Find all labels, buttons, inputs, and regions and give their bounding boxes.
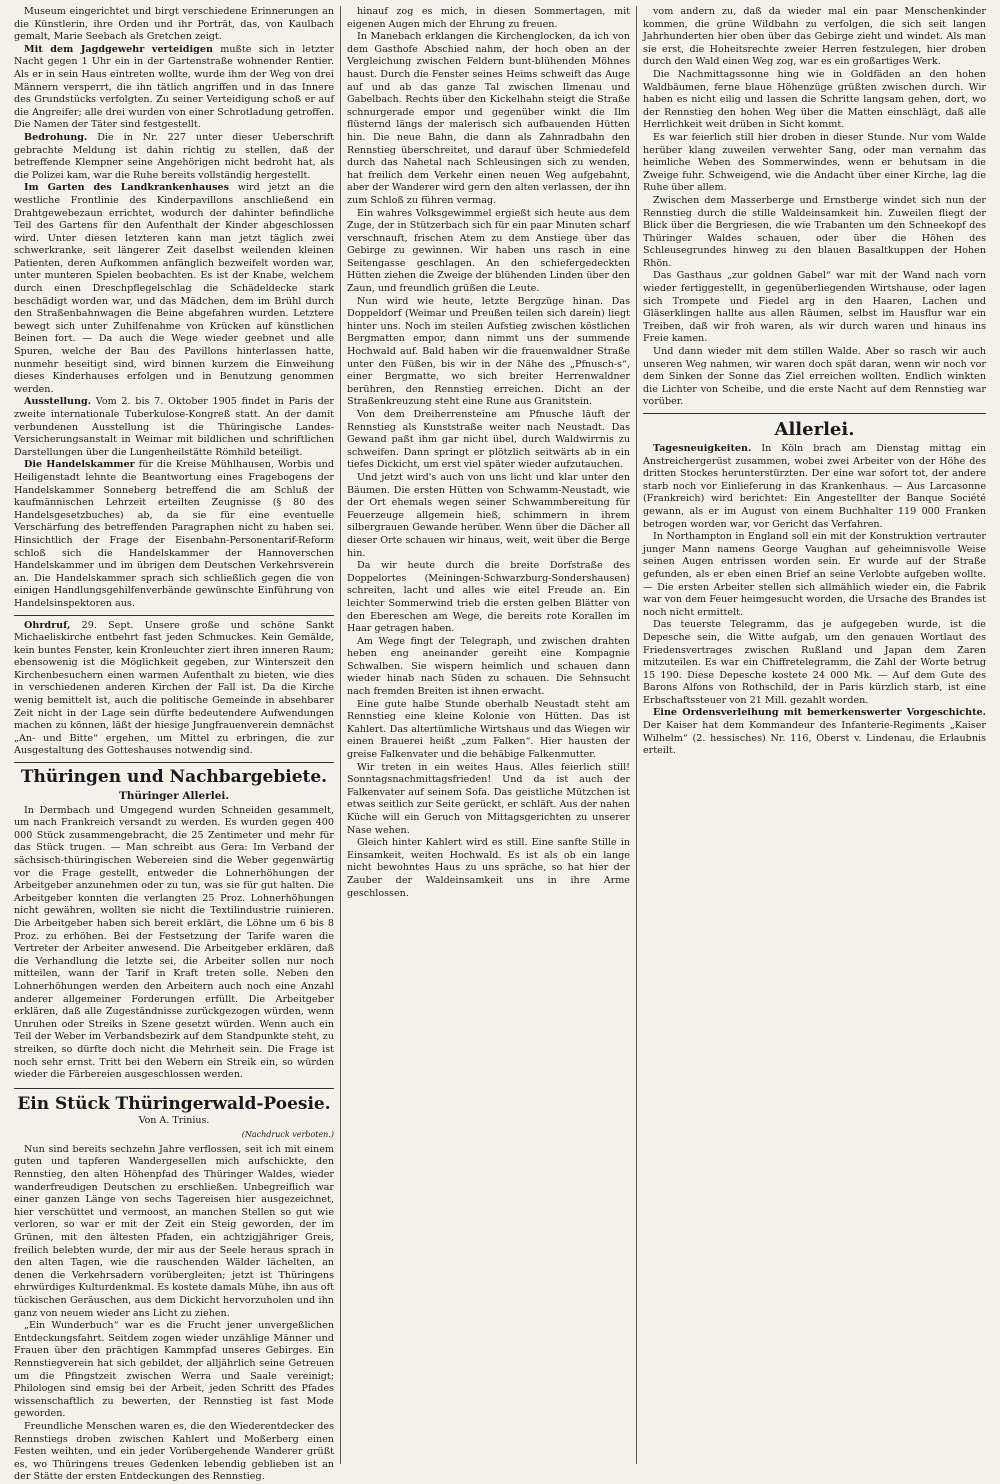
news-keyword: Eine Ordensverleihung mit bemerkenswerter Vorgeschichte. — [653, 707, 986, 719]
news-item — [14, 132, 334, 182]
section-heading: Allerlei. — [643, 413, 986, 441]
news-keyword: Ohrdruf, — [24, 619, 71, 631]
paragraph: Nun wird wie heute, letzte Bergzüge hinan. Das Doppeldorf (Weimar und Preußen teilen sich darein) liegt hinter uns. Noch im steilen Aufstieg zwischen köstlichen Bergmatten empor, dann nimmt uns der summende Hochwald auf. Bald haben wir die frauenwaldner Straße unter den Füßen, bis wir in der Nähe des „Pfnusch-s“, einer Bergmatte, wo sich breiter Herrenwaldner berühren, den Rennstieg erreichen. Dicht an der Straßenkreuzung steht eine Rune aus Granitstein. — [347, 295, 630, 408]
section-heading: Thüringen und Nachbargebiete. — [14, 762, 334, 787]
paragraph: Das Gasthaus „zur goldnen Gabel“ war mit der Wand nach vorn wieder fertiggestellt, in gegenüberliegenden Wirtshause, oder lagen sich Trompete und Fiedel arg in den Haaren, Lachen und Gläserklingen hallte aus allen Räumen, selbst im Hausflur war ein Treiben, daß wir froh waren, als wir durch waren und hinaus ins Freie kamen. — [643, 270, 986, 345]
paragraph: Museum eingerichtet und birgt verschiedene Erinnerungen an die Künstlerin, ihre Orden und ihr Porträt, das, von Kaulbach gemalt, Marie Seebach als Gretchen zeigt. — [14, 6, 334, 43]
news-keyword: Bedrohung. — [24, 131, 88, 143]
paragraph: Gleich hinter Kahlert wird es still. Eine sanfte Stille in Einsamkeit, weiten Hochwald. Es ist als ob ein lange nicht bewohntes Haus zu uns spräche, so hat hier der Zauber der Waldeinsamkeit uns in ihre Arme geschlossen. — [347, 837, 630, 899]
paragraph: Die Nachmittagssonne hing wie in Goldfäden an den hohen Waldbäumen, ferne blaue Höhenzüge grüßten zwischen durch. Wir haben es nicht eilig und lassen die Schritte langsam gehen, dort, wo der Rennstieg den hohen Weg über die Matten einschlägt, daß alle Herrlichkeit weit drüben in Sicht kommt. — [643, 68, 986, 131]
paragraph: In Northampton in England soll ein mit der Konstruktion vertrauter junger Mann namens George Vaughan auf geheimnisvolle Weise seinen Augen entrissen worden sein. Er wurde auf der Straße gefunden, als er eben einen Brief an seine Verlobte aufgeben wollte. — Die ersten Arbeiter stellen sich allmählich wieder ein, die Fabrik war von dem Feuer heimgesucht worden, die Ursache des Brandes ist noch nicht ermittelt. — [643, 531, 986, 618]
paragraph: Eine gute halbe Stunde oberhalb Neustadt steht am Rennstieg eine kleine Kolonie von Hütten. Das ist Kahlert. Das altertümliche Wirtshaus und das Wiegen wir einen Brauerei heißt „zum Falken“. Hier hausten der greise Falkenvater und die behäbige Falkenmutter. — [347, 698, 630, 761]
paragraph: Es war feierlich still hier droben in dieser Stunde. Nur vom Walde herüber klang zuweilen verwehter Sang, oder man vernahm das heimliche Weben des Sommerwindes, wenn er behutsam in die Zweige fuhr. Schweigend, wie die Andacht über einer Kirche, lag die Ruhe über allem. — [643, 131, 986, 194]
paragraph: Ein wahres Volksgewimmel ergießt sich heute aus dem Zuge, der in Stützerbach sich für ein paar Minuten scharf verschnauft, frischen Atem zu dem Anstiege über das Gebirge zu gewinnen. Wir haben uns rasch in eine Seitengasse geschlagen. An den schiefergedeckten Hütten ziehen die Zweige der blühenden Linden über den Zaun, und freundlich grüßen die Leute. — [347, 207, 630, 295]
paragraph: vom andern zu, daß da wieder mal ein paar Menschenkinder kommen, die grüne Wildbahn zu verfolgen, die sich seit langen Jahrhunderten hier oben über das Gebirge zieht und windet. Als man sie erst, die Hoheitsrechte zweier Herren festzulegen, hier droben durch den Wald einen Weg zog, war es ein großartiges Werk. — [643, 6, 986, 68]
news-item — [14, 396, 334, 459]
news-keyword: Mit dem Jagdgewehr verteidigen — [24, 43, 213, 55]
paragraph: Von dem Dreiherrensteine am Pfnusche läuft der Rennstieg als Kunststraße weiter nach Neustadt. Das Gewand paßt ihm gar nicht übel, durch Waldwirrnis zu schweifen. Dann springt er plötzlich seitwärts ab in ein tiefes Dickicht, um erst viel später wieder aufzutauchen. — [347, 409, 630, 471]
column-3 — [636, 6, 992, 1464]
paragraph: Da wir heute durch die breite Dorfstraße des Doppelortes (Meiningen-Schwarzburg-Sondershausen) schreiten, lacht und alles wie eitel Freude an. Ein leichter Sommerwind trieb die ersten gelben Blätter von den Ebereschen am Wege, die bereits rote Korallen im Haar getragen haben. — [347, 560, 630, 635]
paragraph: Und jetzt wird's auch von uns licht und klar unter den Bäumen. Die ersten Hütten von Schwamm-Neustadt, wie der Ort ehemals wegen seiner Schwammbereitung für Feuerzeuge allgemein hieß, schimmern in ihrem silbergrauen Gewande herüber. Wenn über die Dächer all dieser Orte schauen wir hinaus, weit, weit über die Berge hin. — [347, 471, 630, 559]
divider — [14, 615, 334, 616]
news-item — [14, 459, 334, 610]
news-item — [643, 443, 986, 531]
news-keyword: Ausstellung. — [24, 396, 92, 408]
paragraph: Am Wege fingt der Telegraph, und zwischen drahten heben eng aneinander gereiht eine Kompagnie Schwalben. Sie wispern heimlich und schauen dann wieder hinab nach Süden zu schauen. Die Sehnsucht nach fremden Breiten ist ihnen erwacht. — [347, 635, 630, 698]
news-text: Der Kaiser hat dem Kommandeur des Infanterie-Regiments „Kaiser Wilhelm“ (2. hessisches) Nr. 116, Oberst v. Lindenau, die Erlaubnis erteilt. — [643, 720, 986, 757]
news-item — [14, 620, 334, 759]
article-byline: Von A. Trinius. — [138, 1114, 210, 1126]
news-text: für die Kreise Mühlhausen, Worbis und Heiligenstadt lehnte die Beantwortung eines Fragebogens der Handelskammer Sonneberg betreffend die am Schluß der kaufmännischen Lehrzeit erteilten Zeugnisse (§ 80 des Handelsgesetzbuches) ab, da sie für eine eventuelle Verschärfung des betreffenden Paragraphen nicht zu haben sei. Hinsichtlich der Frage der Eisenbahn-Personentarif-Reform schloß sich die Handelskammer der Hannoverschen Handelskammer und im übrigen dem Deutschen Verkehrsverein an. Die Handelskammer sprach sich schließlich gegen die von einigen Handlungsgehilfenverbände gewünschte Einführung von Handelsinspektoren aus. — [14, 459, 334, 609]
paragraph: Freundliche Menschen waren es, die den Wiederentdecker des Rennstiegs droben zwischen Kahlert und Moßerberg einen Festen weihten, und ein jeder Vorübergehende Wanderer grüßt es, wo Thüringens treues Gedenken lebendig geblieben ist an der Stätte der ersten Entdeckungen des Rennstieg. — [14, 1420, 334, 1483]
news-item — [643, 707, 986, 757]
news-keyword: Tagesneuigkeiten. — [653, 443, 752, 454]
column-1 — [8, 6, 340, 1483]
paragraph: Das teuerste Telegramm, das je aufgegeben wurde, ist die Depesche sein, die Witte aufgab, um den genauen Wortlaut des Friedensvertrages zwischen Rußland und Japan dem Zaren mitzuteilen. Es war ein Chiffretelegramm, die Zahl der Worte betrug 15 190. Diese Depesche kostete 24 000 Mk. — Auf dem Gute des Barons Alfons von Rothschild, der in Paris kürzlich starb, ist eine Erbschaftssteuer von 21 Mill. gezahlt worden. — [643, 619, 986, 706]
paragraph: Wir treten in ein weites Haus. Alles feierlich still! Sonntagsnachmittagsfrieden! Und da ist auch der Falkenvater auf seinem Sofa. Das geistliche Mützchen ist etwas seitlich zur Seite gerückt, er schläft. Aus der nahen Küche will ein Geruch von Mittagsgerichten zu unserer Nase wehen. — [347, 761, 630, 836]
paragraph: Und dann wieder mit dem stillen Walde. Aber so rasch wir auch unseren Weg nahmen, wir waren doch spät daran, wenn wir noch vor dem Sinken der Sonne das Ziel erreichen wollten. Endlich winkten die Lichter von Scheibe, und die erste Nacht auf dem Rennstieg war vorüber. — [643, 346, 986, 408]
news-text: Die in Nr. 227 unter dieser Ueberschrift gebrachte Meldung ist dahin richtig zu stellen, daß der betreffende Klempner seine Angehörigen nicht bedroht hat, als die Polizei kam, war die Ruhe bereits vollständig hergestellt. — [14, 131, 334, 181]
paragraph: In Manebach erklangen die Kirchenglocken, da ich von dem Gasthofe Abschied nahm, der hoch oben an der Vergleichung zwischen Feldern bunt-blühenden Möhnes haust. Durch die Fenster seines Heims schweift das Auge auf und ab das ganze Tal zwischen Ilmenau und Gabelbach. Rechts über den Kickelhahn steigt die Straße schnurgerade empor und gegenüber winkt die Ilm flüsternd längs der malerisch sich aufbauenden Hütten hin. Die neue Bahn, die dann als Zahnradbahn den Rennstieg überschreitet, und darauf über Schmiedefeld durch das Nahetal nach Schleusingen sich zu wenden, hat freilich dem Verkehr einen neuen Weg aufgebahnt, aber der Wanderer wird gern den alten verlassen, der ihn zum Schloß zu führen vermag. — [347, 31, 630, 206]
news-text: Vom 2. bis 7. Oktober 1905 findet in Paris der zweite internationale Tuberkulose-Kongreß statt. An der damit verbundenen Ausstellung ist die Thüringische Landes-Versicherungsanstalt in Weimar mit bildlichen und schriftlichen Darstellungen über die Lungenheilstätte Römhild beteiligt. — [14, 396, 334, 458]
news-keyword: Die Handelskammer — [24, 459, 135, 471]
news-item — [14, 44, 334, 132]
subsection-heading: Thüringer Allerlei. — [118, 790, 230, 803]
news-keyword: Im Garten des Landkrankenhauses — [24, 182, 230, 194]
reprint-note: (Nachdruck verboten.) — [241, 1130, 334, 1140]
paragraph: Nun sind bereits sechzehn Jahre verflossen, seit ich mit einem guten und tapferen Wandergesellen mich aufschickte, den Rennstieg, den alten Höhenpfad des Thüringer Waldes, wieder wanderfreudigen Deutschen zu erschließen. Unbegreiflich war einer ganzen Länge von sechs Tagereisen hier ausgezeichnet, hier verschüttet und vermoost, an manchen Stellen so gut wie verloren, so war er mit der Zeit ein Steig geworden, der im Grünen, mit den ältesten Pfaden, ein achtzigjähriger Greis, freilich belebten wurde, der mir aus der Seele heraus sprach in den alten Tagen, wie die rauschenden Wälder lächelten, an denen die Verkehrsadern vorübergleiten; jetzt ist Thüringens ehrwürdiges Kulturdenkmal. Es kostete damals Mühe, ihn aus oft tückischen Geräuschen, aus dem Dickicht hervorzuholen und ihn ganz von neuem wieder ans Licht zu ziehen. — [14, 1143, 334, 1319]
paragraph: In Dermbach und Umgegend wurden Schneiden gesammelt, um nach Frankreich versandt zu werden. Es wurden gegen 400 000 Stück zusammengebracht, die 25 Zentimeter und mehr für das Stück trugen. — Man schreibt aus Gera: Im Verband der sächsisch-thüringischen Webereien sind die Weber gegenwärtig vor die Frage gestellt, entweder die Lohnerhöhungen der Arbeitgeber anzunehmen oder zu tun, was sie für gut halten. Die Arbeitgeber konnten die verlangten 25 Proz. Lohnerhöhungen nicht gewähren, wollten sie nicht die Textilindustrie ruinieren. Die Arbeitgeber haben sich bereit erklärt, die Löhne um 6 bis 8 Proz. zu erhöhen. Bei der Festsetzung der Tarife waren die Vertreter der Arbeiter anwesend. Die Arbeitgeber erklären, daß die Verhandlung die letzte sei, die Arbeiter sollen nur noch mitteilen, wann der Tarif in Kraft treten solle. Neben den Lohnerhöhungen werden den Arbeitern auch noch eine Anzahl anderer allgemeiner Forderungen erfüllt. Die Arbeitgeber erklären, daß alle Zugeständnisse zurückgezogen würden, wenn Unruhen oder Streiks in Szene gesetzt würden. Wenn auch ein Teil der Weber im Verbandsbezirk auf dem Standpunkte steht, zu streiken, so dürfte doch nicht die Mehrheit sein. Die Frage ist noch sehr ernst. Tritt bei den Webern ein Streik ein, so würden wieder die Färbereien ausgeschlossen werden. — [14, 804, 334, 1081]
news-text: mußte sich in letzter Nacht gegen 1 Uhr ein in der Gartenstraße wohnender Rentier. Als er in sein Haus eintreten wollte, wurde ihm der Weg von drei Männern versperrt, die ihn tätlich angriffen und in das Innere des Grundstücks verfolgten. Zu seiner Verteidigung schoß er auf die Angreifer; alle drei wurden von einer Schrotladung getroffen. Die Namen der Täter sind festgestellt. — [14, 43, 334, 131]
paragraph: „Ein Wunderbuch“ war es die Frucht jener unvergeßlichen Entdeckungsfahrt. Seitdem zogen wieder unzählige Männer und Frauen über den prächtigen Kammpfad unseres Gebirges. Ein Rennstiegverein hat sich gebildet, der alljährlich seine Getreuen um die Pfingstzeit zwischen Werra und Saale vereinigt; Philologen sind emsig bei der Arbeit, jeden Schritt des Pfades wissenschaftlich zu bewerten, der Rennstieg ist fast Mode geworden. — [14, 1320, 334, 1420]
news-text: 29. Sept. Unsere große und schöne Sankt Michaeliskirche entbehrt fast jeden Schmuckes. Kein Gemälde, kein buntes Fenster, kein Kronleuchter ziert ihren inneren Raum; ebensowenig ist die Möglichkeit gegeben, zur Winterszeit den Kirchenbesuchern einen warmen Aufenthalt zu bieten, wie dies in verschiedenen anderen Kirchen der Fall ist. Da die Kirche wenig bemittelt ist, auch die politische Gemeinde in absehbarer Zeit nicht in der Lage sein dürfte bedeutendere Aufwendungen machen zu können, läßt der hiesige Jungfrauenverein demnächst „An- und Bitte“ ergehen, um Mittel zu erbringen, die zur Ausgestaltung des Gotteshauses notwendig sind. — [14, 619, 334, 757]
column-2 — [340, 6, 636, 1464]
paragraph: hinauf zog es mich, in diesen Sommertagen, mit eigenen Augen mich der Ehrung zu freuen. — [347, 6, 630, 30]
article-title: Ein Stück Thüringerwald-Poesie. — [14, 1088, 334, 1114]
news-text: wird jetzt an die westliche Frontlinie des Kinderpavillons anschließend ein Drahtgewebezaun errichtet, wodurch der dahinter befindliche Teil des Gartens für den Aufenthalt der Kinder abgeschlossen wird. Unter diesen letzteren kann man jetzt täglich zwei schwerkranke, seit längerer Zeit daselbst weilenden kleinen Patienten, deren Aufkommen anfänglich bezweifelt worden war, unter munteren Spielen beobachten. Es ist der Knabe, welchem durch einen Dreschpflegelschlag die Schädeldecke stark beschädigt worden war, und das Mädchen, dem im Brühl durch den Straßenbahnwagen die Beine abgefahren wurden. Letztere bewegt sich unter Zuhilfenahme von Krücken auf künstlichen Beinen fort. — Da auch die Wege wieder geebnet und alle Spuren, welche der Bau des Pavillons hinterlassen hatte, nunmehr beseitigt sind, wird binnen kurzem die Einweihung dieses Kinderhauses erfolgen und in Benutzung genommen werden. — [14, 182, 335, 395]
news-text: In Köln brach am Dienstag mittag ein Anstreichergerüst zusammen, wobei zwei Arbeiter von der Höhe des dritten Stockes herunterstürzten. Der eine war sofort tot, der andere starb noch vor Einlieferung in das Krankenhaus. — Aus Larcasonne (Frankreich) wird berichtet: Ein Angestellter der Banque Société gewann, als er im August von einem Buchhalter 119 000 Franken betrogen worden war, vor Gericht das Verfahren. — [643, 443, 986, 530]
paragraph: Zwischen dem Masserberge und Ernstberge windet sich nun der Rennstieg durch die stille Waldeinsamkeit hin. Zuweilen fliegt der Blick über die Bergriesen, die wie Trabanten um den Schneekopf des Thüringer Waldes schauen, oder über die Höhen des Schleusegrundes hinweg zu den blauen Basaltkuppen der Hohen Rhön. — [643, 194, 986, 269]
news-item — [14, 182, 334, 396]
